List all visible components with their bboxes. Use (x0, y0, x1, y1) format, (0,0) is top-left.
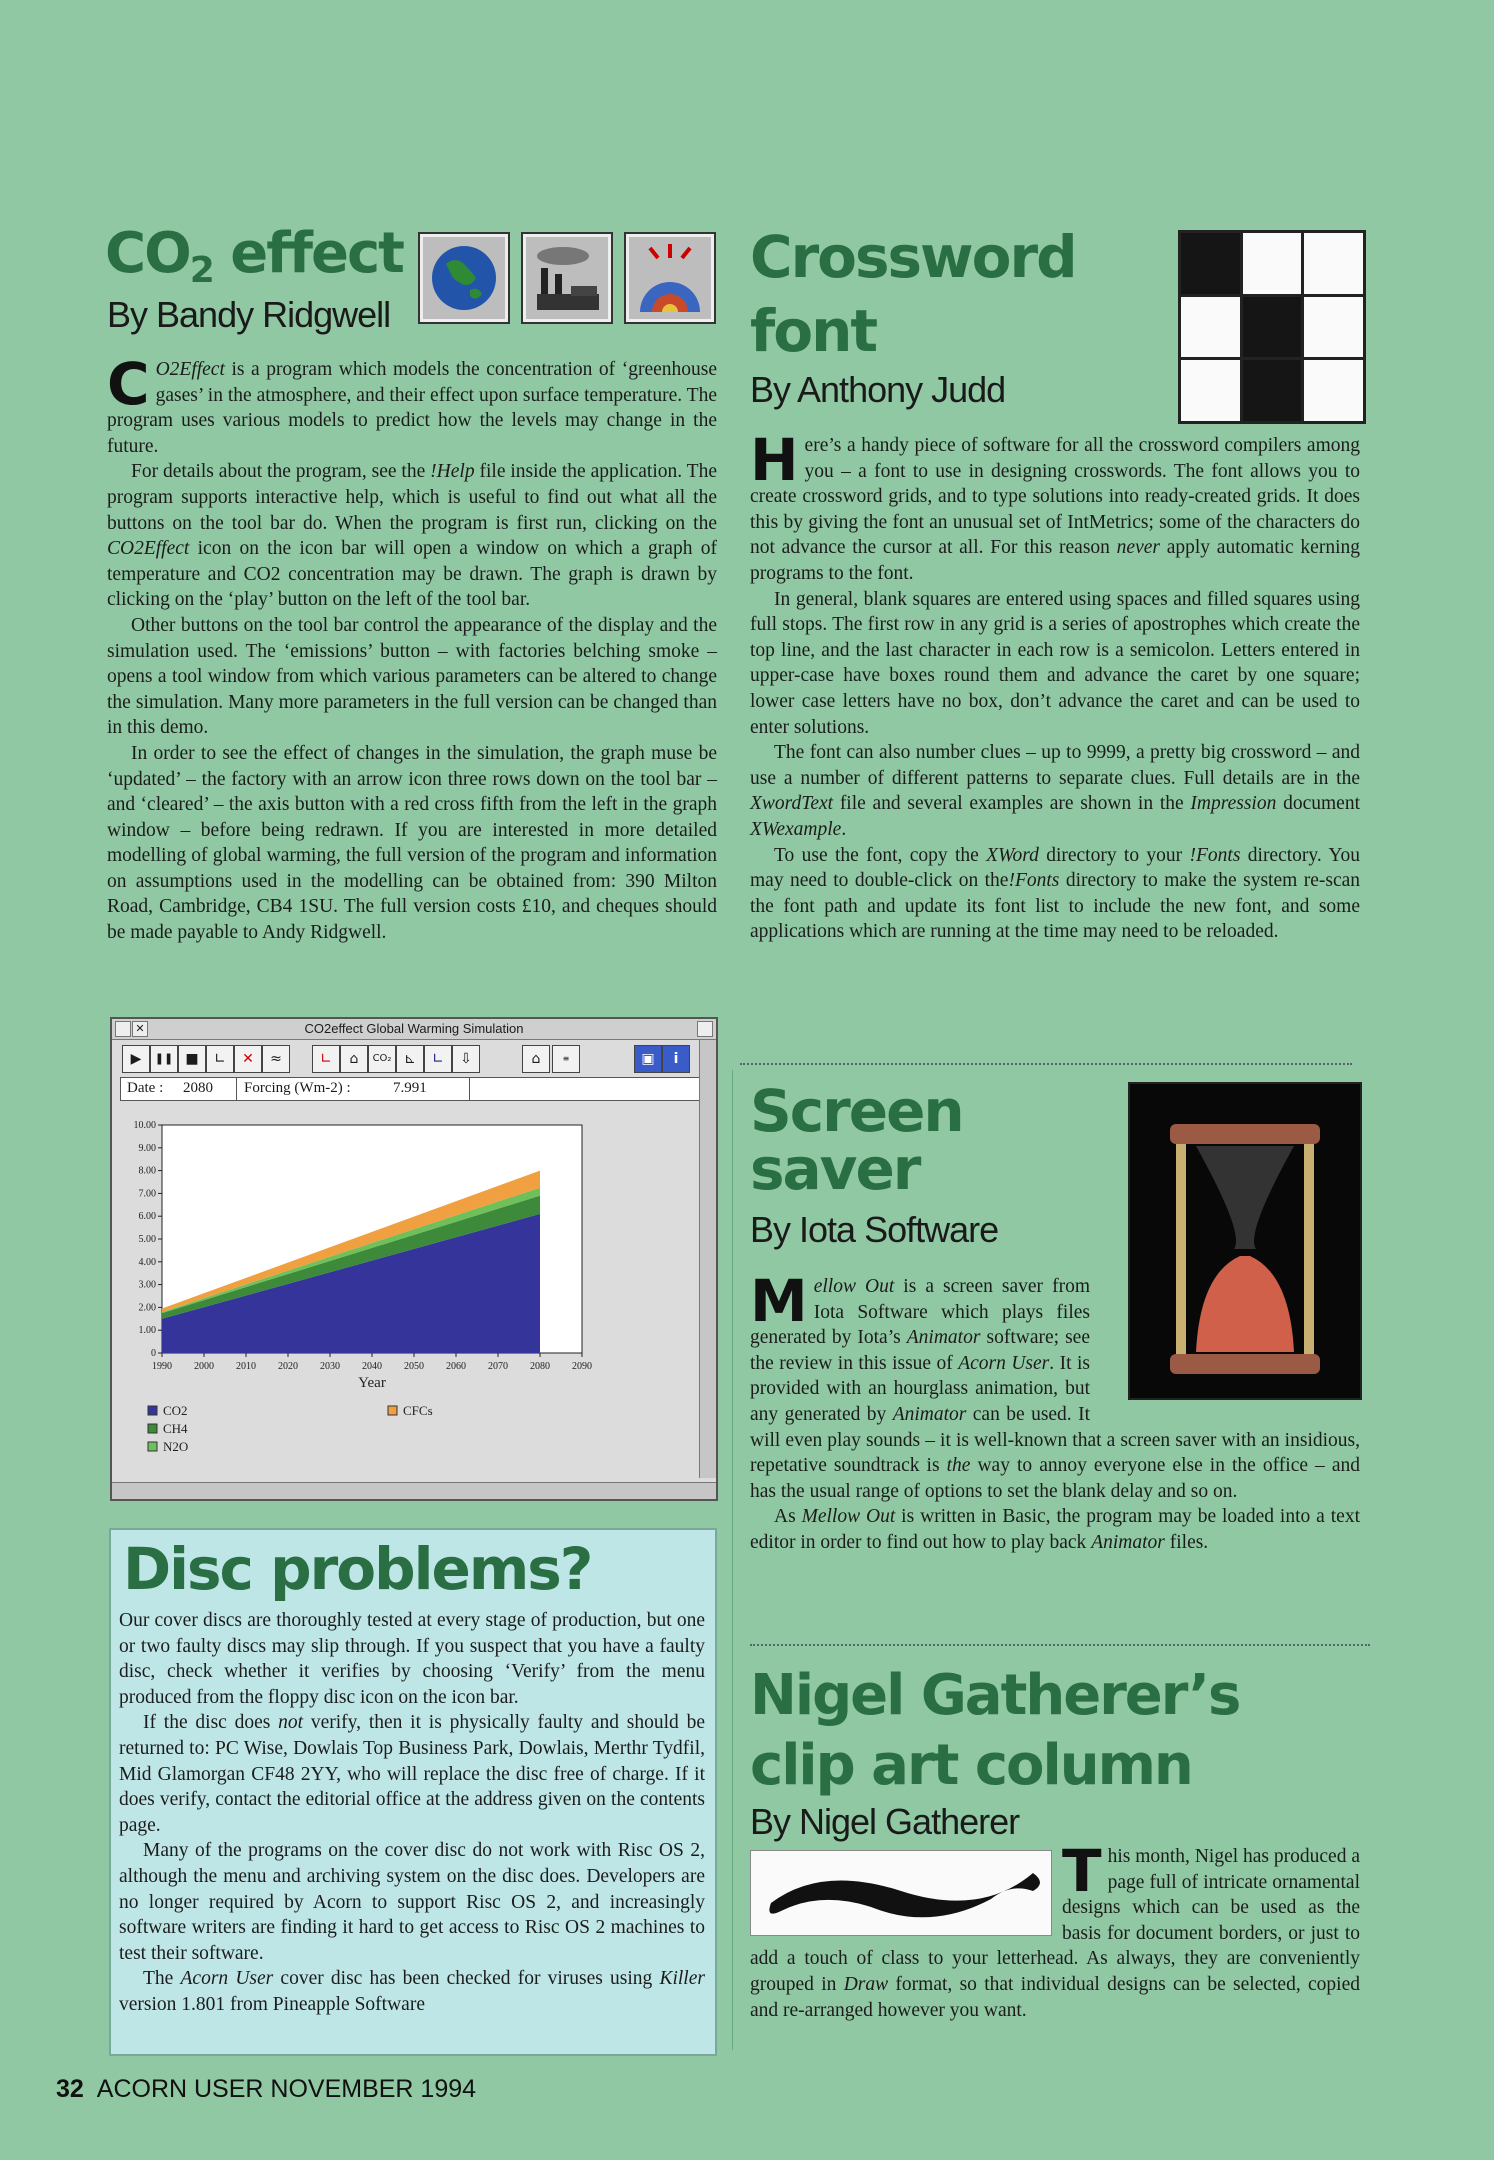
crossword-paragraph-3: The font can also number clues – up to 9999, a pretty big crossword – and use a number of different patterns to separate clues. Full details are in the XwordText file and several examples are shown in the Impression document XWexample. (750, 742, 1360, 840)
screensaver-byline: By Iota Software (750, 1209, 999, 1250)
co2-button[interactable]: CO₂ (368, 1045, 396, 1073)
y-tick-label: 8.00 (138, 1165, 156, 1177)
factory-small-icon: ⌂ (349, 1051, 359, 1067)
screensaver-title-1: Screen (750, 1077, 963, 1145)
co2-paragraph-4: In order to see the effect of changes in the simulation, the graph muse be ‘updated’ – the factory with an arrow icon three rows down on the tool bar – and ‘cleared’ – the axis button with a red cross fifth from the left in the graph window – before being redrawn. If you are interested in more detailed modelling of global warming, the full version of the program and information on assumptions used in the modelling can be obtained from: 390 Milton Road, Cambridge, CB4 1SU. The full version costs £10, and cheques should be made payable to Andy Ridgwell. (107, 742, 717, 944)
atmosphere-icon (624, 232, 716, 324)
factory-arrow-icon: ⇩ (460, 1051, 472, 1067)
screensaver-dropcap: M (750, 1267, 808, 1335)
emissions-chart (112, 1111, 692, 1473)
crossword-paragraph-1: ere’s a handy piece of software for all the crossword compilers among you – a font to use in designing crosswords. The font allows you to create crossword grids, and to type solutions into ready-created grids. It does this by giving the font an unusual set of IntMetrics; some of the characters do not advance the cursor at all. For this reason never apply automatic kerning programs to the font. (750, 435, 1361, 584)
magazine-issue: ACORN USER NOVEMBER 1994 (96, 2075, 477, 2103)
crossword-cell (1304, 360, 1363, 421)
divider-2 (750, 1644, 1370, 1646)
crossword-cell (1181, 360, 1240, 421)
emissions-button[interactable] (340, 1045, 368, 1073)
co2-paragraph-3: Other buttons on the tool bar control the appearance of the display and the simulation used. The ‘emissions’ button – with factories belching smoke – opens a tool window from which various parameters can be altered to change the simulation. Many more parameters in the full version can be changed than in this demo. (107, 614, 717, 739)
clipart-paragraph-1: his month, Nigel has produced a page full of intricate ornamental designs which can be used as the basis for document borders, or just to add a touch of class to your letterhead. As always, they are conveniently grouped in Draw format, so that individual designs can be selected, copied and re-arranged however you want. (750, 1846, 1360, 2021)
crossword-cell (1304, 233, 1363, 294)
graph-type-button[interactable] (262, 1045, 290, 1073)
disc-paragraph-4: The Acorn User cover disc has been checked for viruses using Killer version 1.801 from Pineapple Software (119, 1968, 705, 2015)
clipart-heading (750, 1663, 1240, 1798)
legend-swatch-ch4 (148, 1424, 157, 1433)
x-axis-label: Year (358, 1375, 386, 1391)
window-title-bar[interactable] (112, 1019, 716, 1040)
x-tick-label: 2030 (320, 1361, 340, 1372)
legend-label-cfcs: CFCs (403, 1403, 433, 1418)
screensaver-article (750, 1267, 1361, 1556)
pause-button[interactable]: ❚❚ (150, 1045, 178, 1073)
crossword-dropcap: H (750, 426, 799, 494)
crossword-cell (1243, 233, 1302, 294)
x-tick-label: 2070 (488, 1361, 508, 1372)
x-tick-label: 2010 (236, 1361, 256, 1372)
screensaver-paragraph-1: ellow Out is a screen saver from Iota Software which plays files generated by Iota’s Animator software; see the review in this issue of Acorn User. It is provided with an hourglass animation, but any generated by Animator can be used. It will even play sounds – it is well-known that a screen saver with an insidious, repetative soundtrack is the way to annoy everyone else in the office – and has the usual range of options to set the blank delay and so on. (750, 1276, 1361, 1502)
screensaver-heading (750, 1077, 963, 1203)
flourish-spacer (750, 1844, 1062, 1944)
x-tick-label: 2000 (194, 1361, 214, 1372)
screensaver-paragraph-2: As Mellow Out is written in Basic, the program may be loaded into a text editor in order to find out how to play back Animator files. (750, 1506, 1360, 1553)
date-label: Date : (127, 1080, 164, 1096)
factory-button[interactable] (522, 1045, 550, 1073)
co2-dropcap: C (107, 350, 150, 418)
wave-icon: ≈ (270, 1051, 282, 1067)
plot-icon: ⊾ (404, 1051, 416, 1067)
clipart-dropcap: T (1062, 1837, 1102, 1905)
crossword-title-1: Crossword (750, 223, 1076, 291)
co2-article (107, 350, 717, 946)
readout-bar (120, 1077, 702, 1101)
x-tick-label: 2020 (278, 1361, 298, 1372)
y-tick-label: 6.00 (138, 1211, 156, 1223)
crossword-title-2: font (750, 297, 877, 365)
simulation-window (110, 1017, 718, 1501)
crossword-cell (1243, 360, 1302, 421)
toggle-size-icon[interactable] (697, 1021, 713, 1037)
axis-blue-icon: ∟ (432, 1051, 444, 1067)
legend-swatch-n2o (148, 1442, 157, 1451)
legend-label-co2: CO2 (163, 1403, 188, 1418)
save-button[interactable] (634, 1045, 662, 1073)
axes-button[interactable]: ∟ (206, 1045, 234, 1073)
y-tick-label: 10.00 (133, 1120, 156, 1131)
x-tick-label: 2060 (446, 1361, 466, 1372)
screensaver-title-2: saver (750, 1135, 920, 1203)
stop-button[interactable]: ■ (178, 1045, 206, 1073)
y-tick-label: 2.00 (138, 1302, 156, 1314)
co2-paragraph-1: O2Effect is a program which models the concentration of ‘greenhouse gases’ in the atmosphere, and their effect upon surface temperature. The program uses various models to predict how the levels may change in the future. (107, 359, 717, 457)
column-divider (732, 1070, 733, 2050)
x-tick-label: 2050 (404, 1361, 424, 1372)
plot-button[interactable] (396, 1045, 424, 1073)
y-tick-label: 4.00 (138, 1256, 156, 1268)
clear-axes-button[interactable]: ✕ (234, 1045, 262, 1073)
info-text-icon: ≡ (562, 1054, 570, 1063)
crossword-grid-image (1178, 230, 1366, 424)
legend-swatch-cfcs (388, 1406, 397, 1415)
co2-paragraph-2: For details about the program, see the !Help file inside the application. The program supports interactive help, which is useful to find out what all the buttons on the tool bar do. When the program is first run, clicking on the CO2Effect icon on the icon bar will open a window on which a graph of temperature and CO2 concentration may be drawn. The graph is drawn by clicking on the ‘play’ button on the left of the tool bar. (107, 461, 717, 611)
y-tick-label: 0 (151, 1348, 156, 1359)
save-icon: ▣ (641, 1051, 655, 1067)
disc-paragraph-3: Many of the programs on the cover disc do not work with Risc OS 2, although the menu and archiving system on the disc does. Developers are no longer required by Acorn to support Risc OS 2, and increasingly software writers are finding it hard to get access to Risc OS 2 machines to test their software. (119, 1840, 705, 1964)
crossword-byline: By Anthony Judd (750, 369, 1006, 410)
crossword-article (750, 426, 1361, 945)
co2-title: $CO_2$ effect (105, 221, 403, 291)
x-tick-label: 2080 (530, 1361, 550, 1372)
disc-problems-box (109, 1528, 717, 2056)
play-button[interactable]: ▶ (122, 1045, 150, 1073)
crossword-paragraph-4: To use the font, copy the XWord directory to your !Fonts directory. You may need to double-click on the!Fonts directory to make the system re-scan the font path and update its font list to include the new font, and some applications which are running at the time may need to be reloaded. (750, 844, 1361, 943)
axis-button-2[interactable] (424, 1045, 452, 1073)
factory-tool-icon: ⌂ (531, 1051, 541, 1067)
forcing-value: 7.991 (393, 1080, 427, 1096)
update-button[interactable] (452, 1045, 480, 1073)
x-tick-label: 2090 (572, 1361, 592, 1372)
info-button[interactable]: i (662, 1045, 690, 1073)
crossword-heading (750, 223, 1076, 365)
divider-1 (740, 1063, 1352, 1065)
factory-icon (521, 232, 613, 324)
y-tick-label: 3.00 (138, 1279, 156, 1291)
y-tick-label: 1.00 (138, 1325, 156, 1337)
globe-icon (418, 232, 510, 324)
disc-paragraph-2: If the disc does not verify, then it is physically faulty and should be returned to: PC Wise, Dowlais Top Business Park, Dowlais, Merthr Tydfil, Mid Glamorgan CF48 2YY, who will replace the disc free of charge. If it does verify, contact the editorial office at the address given on the contents page. (119, 1712, 705, 1836)
forcing-label: Forcing (Wm-2) : (244, 1080, 351, 1096)
scale-button[interactable] (312, 1045, 340, 1073)
clipart-article (750, 1837, 1360, 2023)
clipart-byline: By Nigel Gatherer (750, 1801, 1020, 1842)
legend-label-n2o: N2O (163, 1439, 189, 1454)
crossword-paragraph-2: In general, blank squares are entered using spaces and filled squares using full stops. The first row in any grid is a series of apostrophes which create the top line, and the last character in each row is a semicolon. Letters entered in upper-case have boxes round them and advance the caret by one square; lower case letters have no box, don’t advance the caret and can be used to enter solutions. (750, 588, 1360, 738)
footer (56, 2075, 476, 2104)
crossword-cell (1304, 297, 1363, 358)
back-icon[interactable] (115, 1021, 131, 1037)
close-icon[interactable]: ✕ (132, 1021, 148, 1037)
clipart-title-1: Nigel Gatherer’s (750, 1663, 1240, 1728)
y-tick-label: 9.00 (138, 1142, 156, 1154)
crossword-cell (1181, 297, 1240, 358)
co2-heading (105, 221, 403, 291)
legend-label-ch4: CH4 (163, 1421, 188, 1436)
disc-article (119, 1608, 705, 2018)
axis-red-icon: ∟ (320, 1051, 332, 1067)
clipart-title-2: clip art column (750, 1733, 1192, 1798)
legend-swatch-co2 (148, 1406, 157, 1415)
vertical-scrollbar[interactable] (699, 1040, 716, 1478)
disc-paragraph-1: Our cover discs are thoroughly tested at every stage of production, but one or two faulty discs may slip through. If you suspect that you have a faulty disc, check whether it verifies by choosing ‘Verify’ from the menu produced from the floppy disc icon on the icon bar. (119, 1610, 705, 1708)
window-title: CO2effect Global Warming Simulation (304, 1021, 524, 1036)
x-tick-label: 1990 (152, 1361, 172, 1372)
disc-title: Disc problems? (123, 1535, 592, 1603)
image-spacer (1090, 1274, 1360, 1424)
info-text-button[interactable] (552, 1045, 580, 1073)
page-number: 32 (56, 2075, 84, 2103)
crossword-cell (1181, 233, 1240, 294)
co2-byline: By Bandy Ridgwell (107, 294, 391, 335)
y-tick-label: 5.00 (138, 1234, 156, 1245)
y-tick-label: 7.00 (138, 1188, 156, 1200)
x-tick-label: 2040 (362, 1361, 382, 1372)
field-divider-2 (469, 1078, 470, 1100)
field-divider (236, 1078, 237, 1100)
horizontal-scrollbar[interactable] (112, 1482, 716, 1499)
date-value: 2080 (183, 1080, 213, 1096)
crossword-cell (1243, 297, 1302, 358)
